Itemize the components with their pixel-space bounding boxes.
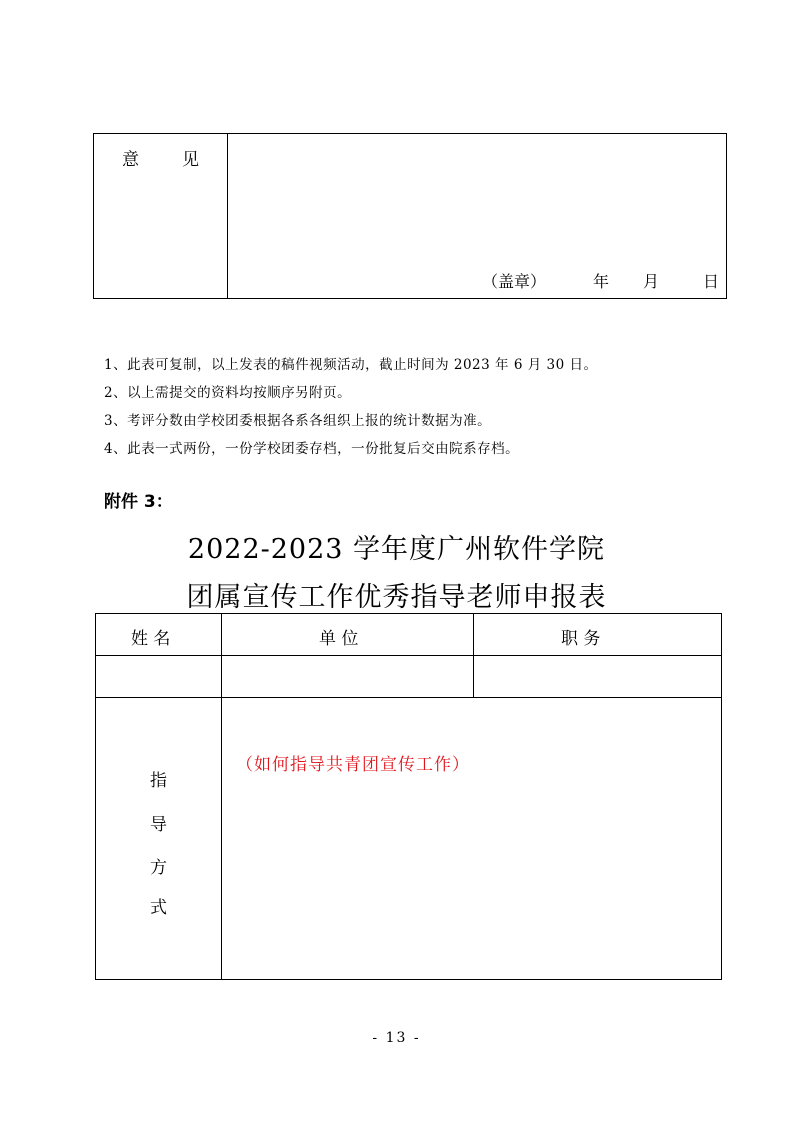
note-1: 1、此表可复制，以上发表的稿件视频活动，截止时间为 2023 年 6 月 30 日。 [104, 357, 598, 373]
header-name: 姓 名 [131, 629, 171, 649]
method-hint: （如何指导共青团宣传工作） [236, 755, 470, 775]
note-2: 2、以上需提交的资料均按顺序另附页。 [104, 385, 352, 401]
opinion-label-char-2: 见 [182, 150, 199, 170]
opinion-label-char-1: 意 [122, 150, 139, 170]
note-3: 3、考评分数由学校团委根据各系各组织上报的统计数据为准。 [104, 413, 492, 429]
method-label-char-2: 导 [150, 815, 167, 835]
name-input-cell[interactable] [95, 655, 222, 698]
month-text: 月 [643, 272, 660, 291]
unit-input-cell[interactable] [221, 655, 474, 698]
seal-text: （盖章） [482, 272, 547, 291]
method-content-cell[interactable] [221, 697, 722, 980]
title-line-1: 2022-2023 学年度广州软件学院 [187, 534, 606, 565]
opinion-label-cell [93, 133, 228, 299]
method-label-char-4: 式 [150, 898, 167, 918]
method-label-char-3: 方 [150, 858, 167, 878]
method-label-cell [95, 697, 222, 980]
method-label-char-1: 指 [150, 771, 167, 791]
header-unit: 单 位 [319, 629, 359, 649]
attachment-label: 附件 3： [104, 492, 173, 512]
note-4: 4、此表一式两份，一份学校团委存档，一份批复后交由院系存档。 [104, 441, 520, 457]
day-text: 日 [703, 272, 720, 291]
position-input-cell[interactable] [473, 655, 722, 698]
page-number: - 13 - [372, 1030, 421, 1046]
header-position: 职 务 [561, 629, 601, 649]
title-line-2: 团属宣传工作优秀指导老师申报表 [186, 582, 607, 613]
year-text: 年 [593, 272, 610, 291]
